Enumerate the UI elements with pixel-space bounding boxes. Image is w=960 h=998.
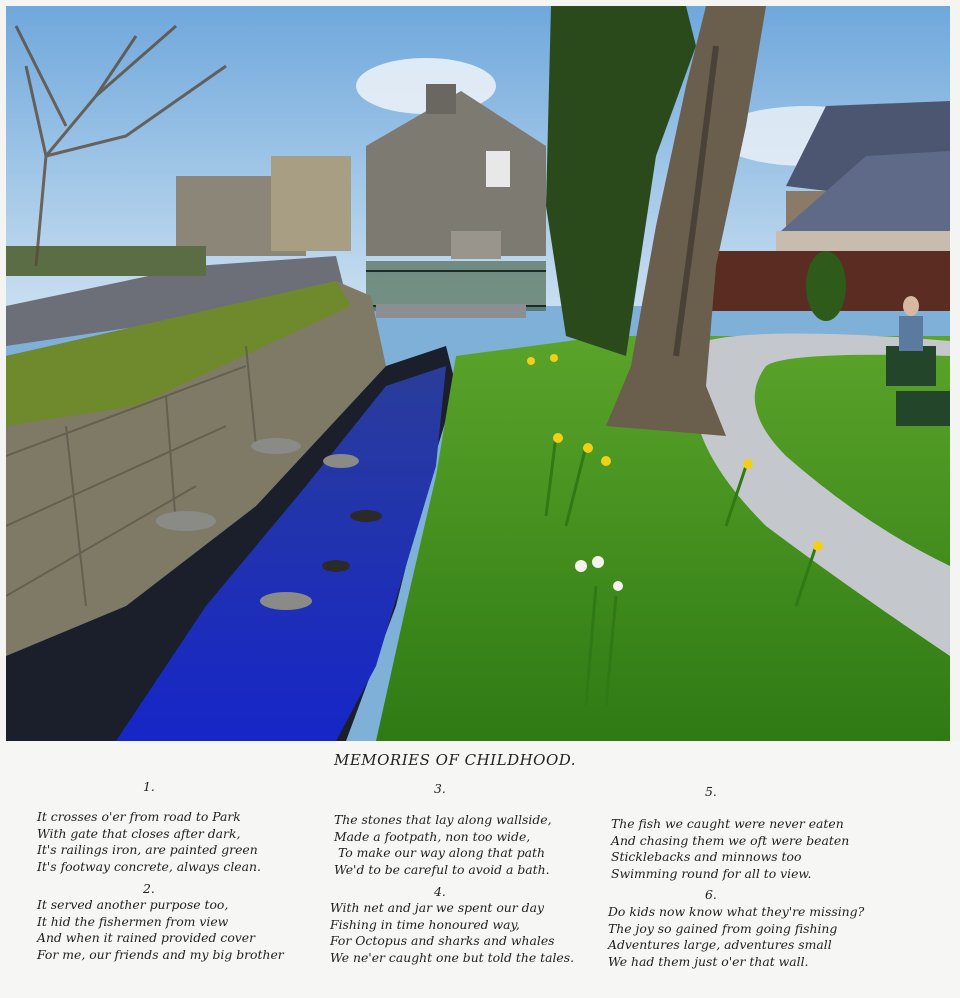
poem-line: The fish we caught were never eaten [611,816,844,831]
stanza-5 [611,816,849,882]
poem-line: For me, our friends and my big brother [37,946,284,962]
stanza-4 [330,900,574,966]
poem-line: With gate that closes after dark, [37,825,241,841]
poem-line: It served another purpose too, [37,897,229,912]
stanza-number: 3. [434,781,446,796]
stanza-2 [37,897,284,963]
poem-line: We'd to be careful to avoid a bath. [334,861,550,877]
poem-line: To make our way along that path [334,845,545,860]
poem-line: It's railings iron, are painted green [37,842,258,857]
stanza-number: 2. [143,881,155,896]
poem-line: We ne'er caught one but told the tales. [330,949,575,965]
poem-line: Do kids now know what they're missing? [608,904,865,919]
poem-line: The stones that lay along wallside, [334,812,552,827]
stanza-1 [37,809,261,875]
poem-line: Made a footpath, non too wide, [334,828,531,844]
poem-title: MEMORIES OF CHILDHOOD. [333,751,577,769]
poem-line: It crosses o'er from road to Park [37,809,241,824]
poem-line: It's footway concrete, always clean. [37,858,261,874]
poem-line: Sticklebacks and minnows too [611,849,802,864]
poem-line: With net and jar we spent our day [330,900,544,915]
poem-line: For Octopus and sharks and whales [330,933,555,948]
stanza-number: 1. [143,779,155,794]
stanza-3 [334,812,552,878]
poem-line: Fishing in time honoured way, [330,916,520,932]
stanza-number: 5. [705,784,717,799]
poem-line: The joy so gained from going fishing [608,920,838,936]
poem-line: Adventures large, adventures small [608,937,832,952]
stanza-number: 4. [434,884,446,899]
poem-panel [0,741,960,998]
poem-line: Swimming round for all to view. [611,865,812,881]
stanza-6 [608,904,864,970]
poem-line: It hid the fishermen from view [37,913,229,929]
poem-line: And chasing them we oft were beaten [611,832,850,848]
stream-park-photo [6,6,950,741]
stanza-number: 6. [705,887,717,902]
poem-line: We had them just o'er that wall. [608,953,809,969]
poem-line: And when it rained provided cover [37,930,256,945]
